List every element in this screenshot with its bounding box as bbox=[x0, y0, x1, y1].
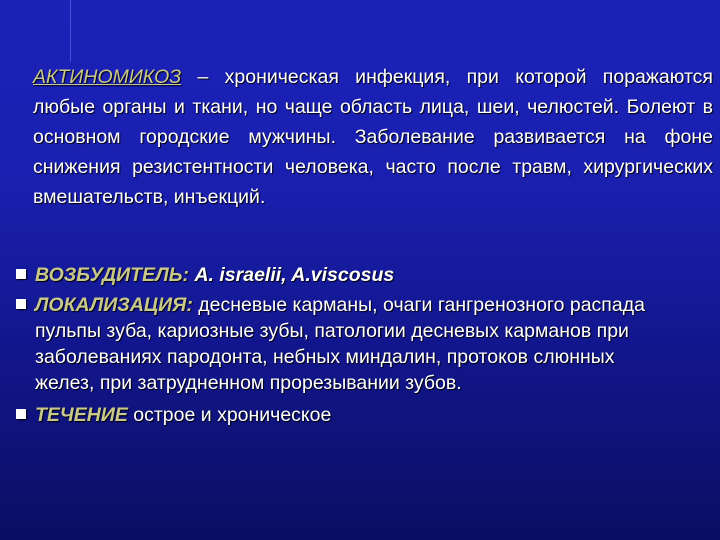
localization-label: ЛОКАЛИЗАЦИЯ: bbox=[35, 294, 193, 316]
pathogen-value: A. israelii, A.viscosus bbox=[189, 264, 395, 286]
intro-paragraph bbox=[33, 62, 713, 212]
square-bullet-icon bbox=[16, 299, 26, 309]
decorative-line bbox=[70, 0, 71, 62]
list-item-course bbox=[16, 402, 676, 428]
bullet-list bbox=[16, 262, 676, 432]
list-item-localization bbox=[16, 292, 676, 396]
course-value: острое и хроническое bbox=[127, 404, 332, 426]
pathogen-label: ВОЗБУДИТЕЛЬ: bbox=[35, 264, 190, 286]
intro-text: – хроническая инфекция, при которой поражаются любые органы и ткани, но чаще область лица, шеи, челюстей. Болеют в основном городские мужчины. Заболевание развивается на фоне снижения резистентности человека, часто после травм, хирургических вмешательств, инъекций. bbox=[33, 66, 713, 208]
disease-term: АКТИНОМИКОЗ bbox=[33, 66, 182, 88]
list-item-pathogen bbox=[16, 262, 676, 288]
course-label: ТЕЧЕНИЕ bbox=[35, 404, 128, 426]
square-bullet-icon bbox=[16, 409, 26, 419]
square-bullet-icon bbox=[16, 269, 26, 279]
localization-value: десневые карманы, очаги гангренозного распада пульпы зуба, кариозные зубы, патологии десневых карманов при заболеваниях пародонта, небных миндалин, протоков слюнных желез, при затрудненном прорезывании зубов. bbox=[35, 294, 645, 394]
